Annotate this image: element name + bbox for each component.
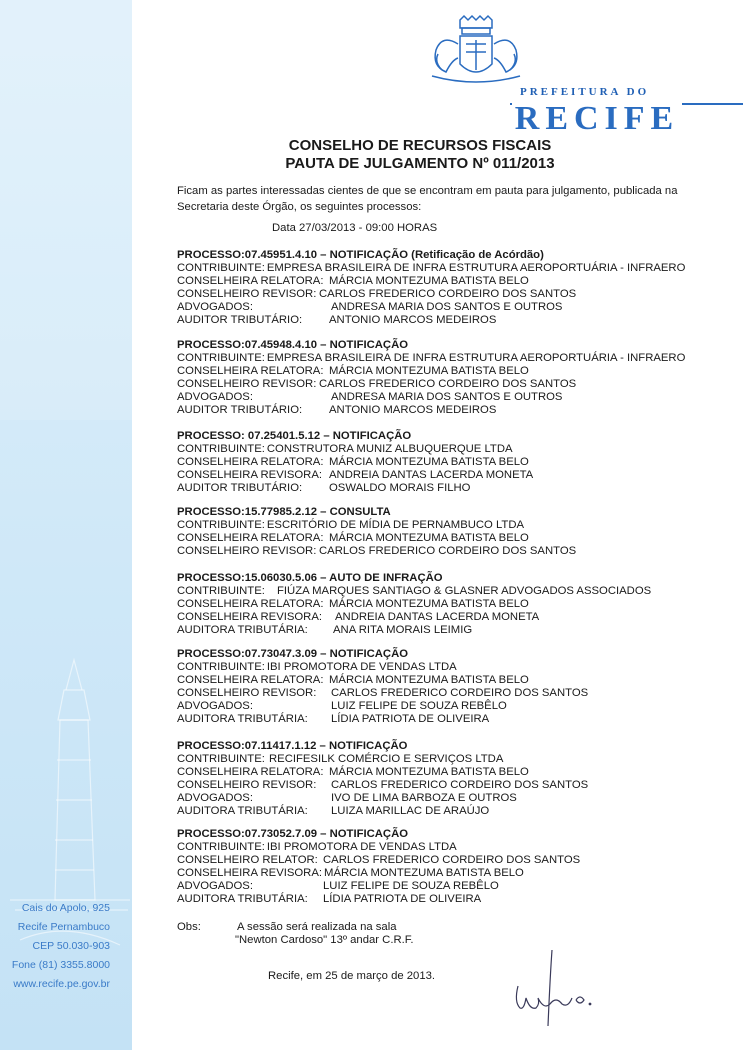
contact-website[interactable]: www.recife.pe.gov.br <box>13 978 110 990</box>
process-line <box>177 661 457 674</box>
process-block <box>177 648 589 726</box>
process-line-value: MÁRCIA MONTEZUMA BATISTA BELO <box>329 532 529 544</box>
process-block <box>177 430 534 495</box>
process-line-label: CONSELHEIRA RELATORA: <box>177 598 324 610</box>
obs-line-2: "Newton Cardoso" 13º andar C.R.F. <box>235 934 414 946</box>
process-line <box>177 598 529 611</box>
process-line <box>177 404 497 417</box>
process-line <box>177 391 563 404</box>
process-block <box>177 339 686 417</box>
process-line-label: AUDITOR TRIBUTÁRIO: <box>177 482 303 494</box>
process-line-label: ADVOGADOS: <box>177 700 253 712</box>
prefeitura-label: PREFEITURA DO <box>520 86 650 98</box>
intro-paragraph: Ficam as partes interessadas cientes de que se encontram em pauta para julgamento, publicada na Secretaria deste Órgão, os seguintes processos: <box>177 185 678 213</box>
process-line <box>177 805 490 818</box>
process-title: PROCESSO:07.45951.4.10 – NOTIFICAÇÃO (Retificação de Acórdão) <box>177 249 544 261</box>
process-line-label: CONTRIBUINTE: <box>177 753 265 765</box>
session-date: Data 27/03/2013 - 09:00 HORAS <box>272 222 438 234</box>
process-line <box>177 674 529 687</box>
process-block <box>177 249 686 327</box>
process-line <box>177 262 686 275</box>
process-line-value: CARLOS FREDERICO CORDEIRO DOS SANTOS <box>319 288 577 300</box>
process-line-value: LUIZA MARILLAC DE ARAÚJO <box>331 805 490 817</box>
process-line <box>177 893 482 906</box>
process-block <box>177 506 577 558</box>
process-line-label: AUDITORA TRIBUTÁRIA: <box>177 805 308 817</box>
process-line <box>177 352 686 365</box>
process-line-label: CONSELHEIRA RELATORA: <box>177 766 324 778</box>
process-line-value: ANTONIO MARCOS MEDEIROS <box>329 314 497 326</box>
process-line-value: MÁRCIA MONTEZUMA BATISTA BELO <box>329 766 529 778</box>
process-line-label: CONSELHEIRA REVISORA: <box>177 611 323 623</box>
process-line-label: CONSELHEIRA RELATORA: <box>177 365 324 377</box>
process-line-value: LUIZ FELIPE DE SOUZA REBÊLO <box>331 700 507 712</box>
process-line-value: ANDRESA MARIA DOS SANTOS E OUTROS <box>331 391 563 403</box>
process-line-value: ANA RITA MORAIS LEIMIG <box>333 624 473 636</box>
process-line <box>177 275 544 288</box>
process-line <box>177 585 652 598</box>
process-line-value: CARLOS FREDERICO CORDEIRO DOS SANTOS <box>319 378 577 390</box>
process-line <box>177 469 534 482</box>
process-line-label: ADVOGADOS: <box>177 792 253 804</box>
process-line-label: CONSELHEIRA RELATORA: <box>177 456 324 468</box>
process-line <box>177 687 589 700</box>
contact-city: Recife Pernambuco <box>17 921 110 933</box>
process-line-label: AUDITORA TRIBUTÁRIA: <box>177 893 308 905</box>
process-line-value: MÁRCIA MONTEZUMA BATISTA BELO <box>329 598 529 610</box>
process-line-value: EMPRESA BRASILEIRA DE INFRA ESTRUTURA AEROPORTUÁRIA - INFRAERO <box>266 262 686 274</box>
process-line <box>177 365 529 378</box>
letterhead <box>132 0 743 140</box>
process-line-value: OSWALDO MORAIS FILHO <box>329 482 471 494</box>
process-line-value: MÁRCIA MONTEZUMA BATISTA BELO <box>324 867 524 879</box>
process-line-value: MÁRCIA MONTEZUMA BATISTA BELO <box>329 674 529 686</box>
process-line-label: CONTRIBUINTE: <box>177 443 265 455</box>
process-line-label: CONSELHEIRO REVISOR: <box>177 545 317 557</box>
process-line <box>177 880 499 893</box>
process-line-value: CONSTRUTORA MUNIZ ALBUQUERQUE LTDA <box>266 443 513 455</box>
observation <box>177 921 414 946</box>
process-line-value: CARLOS FREDERICO CORDEIRO DOS SANTOS <box>331 687 589 699</box>
contact-info <box>12 899 110 994</box>
process-line-label: CONSELHEIRO REVISOR: <box>177 687 317 699</box>
contact-cep: CEP 50.030-903 <box>32 940 110 952</box>
process-line-label: CONTRIBUINTE: <box>177 352 265 364</box>
process-line <box>177 700 507 713</box>
process-line-value: LÍDIA PATRIOTA DE OLIVEIRA <box>331 713 490 725</box>
process-title: PROCESSO:07.73047.3.09 – NOTIFICAÇÃO <box>177 648 409 660</box>
process-block <box>177 740 589 818</box>
process-line-label: CONSELHEIRA RELATORA: <box>177 532 324 544</box>
process-title: PROCESSO:15.06030.5.06 – AUTO DE INFRAÇÃO <box>177 572 443 584</box>
process-line-label: AUDITORA TRIBUTÁRIA: <box>177 624 308 636</box>
process-line <box>177 456 529 469</box>
process-line-value: LÍDIA PATRIOTA DE OLIVEIRA <box>323 893 482 905</box>
process-line-label: CONSELHEIRA RELATORA: <box>177 275 324 287</box>
process-line-value: ESCRITÓRIO DE MÍDIA DE PERNAMBUCO LTDA <box>266 519 525 531</box>
obs-label: Obs: <box>177 921 201 933</box>
process-block <box>177 828 581 906</box>
process-line <box>177 611 540 624</box>
process-line-label: CONSELHEIRO REVISOR: <box>177 779 317 791</box>
process-line-label: CONSELHEIRO REVISOR: <box>177 288 317 300</box>
contact-address: Cais do Apolo, 925 <box>21 902 110 914</box>
process-line <box>177 314 544 327</box>
title-line-1: CONSELHO DE RECURSOS FISCAIS <box>288 137 552 154</box>
process-line-label: CONTRIBUINTE: <box>177 585 265 597</box>
city-coat-of-arms-icon <box>412 14 538 86</box>
process-line-label: CONTRIBUINTE: <box>177 519 265 531</box>
process-line <box>177 301 563 314</box>
process-line-value: FIÚZA MARQUES SANTIAGO & GLASNER ADVOGADOS ASSOCIADOS <box>277 585 652 597</box>
signoff-date: Recife, em 25 de março de 2013. <box>268 970 436 982</box>
process-line <box>177 545 577 558</box>
contact-phone: Fone (81) 3355.8000 <box>11 959 110 971</box>
process-line <box>177 519 525 532</box>
process-line-value: ANDREIA DANTAS LACERDA MONETA <box>335 611 540 623</box>
process-line-value: IBI PROMOTORA DE VENDAS LTDA <box>266 661 457 673</box>
left-sidebar-band <box>0 0 132 1050</box>
process-line-label: AUDITOR TRIBUTÁRIO: <box>177 314 303 326</box>
process-line-value: ANDRESA MARIA DOS SANTOS E OUTROS <box>331 301 563 313</box>
process-line-label: CONTRIBUINTE: <box>177 841 265 853</box>
process-line-value: MÁRCIA MONTEZUMA BATISTA BELO <box>329 275 529 287</box>
process-line <box>177 792 517 805</box>
process-line-value: CARLOS FREDERICO CORDEIRO DOS SANTOS <box>323 854 581 866</box>
process-line-value: IVO DE LIMA BARBOZA E OUTROS <box>331 792 517 804</box>
process-line-label: CONTRIBUINTE: <box>177 661 265 673</box>
city-logo-text: RECIFE <box>512 101 682 137</box>
process-line <box>177 288 577 301</box>
process-line-label: ADVOGADOS: <box>177 880 253 892</box>
process-line-label: CONSELHEIRO REVISOR: <box>177 378 317 390</box>
process-line <box>177 753 504 766</box>
process-line-label: CONSELHEIRA RELATORA: <box>177 674 324 686</box>
process-line <box>177 841 457 854</box>
process-title: PROCESSO:07.45948.4.10 – NOTIFICAÇÃO <box>177 339 409 351</box>
process-line-label: CONSELHEIRA REVISORA: <box>177 867 323 879</box>
obs-line-1: A sessão será realizada na sala <box>237 921 397 933</box>
process-line-label: CONTRIBUINTE: <box>177 262 265 274</box>
process-line <box>177 779 589 792</box>
process-line-value: MÁRCIA MONTEZUMA BATISTA BELO <box>329 456 529 468</box>
process-line <box>177 378 577 391</box>
process-line <box>177 766 529 779</box>
process-line <box>177 867 524 880</box>
process-line-value: CARLOS FREDERICO CORDEIRO DOS SANTOS <box>319 545 577 557</box>
process-line-value: RECIFESILK COMÉRCIO E SERVIÇOS LTDA <box>269 753 504 765</box>
process-line-label: AUDITORA TRIBUTÁRIA: <box>177 713 308 725</box>
process-title: PROCESSO:07.11417.1.12 – NOTIFICAÇÃO <box>177 740 408 752</box>
lighthouse-watermark-icon <box>0 0 132 1050</box>
process-line <box>177 624 473 637</box>
process-line-label: ADVOGADOS: <box>177 391 253 403</box>
process-line-value: LUIZ FELIPE DE SOUZA REBÊLO <box>323 880 499 892</box>
process-line-value: ANTONIO MARCOS MEDEIROS <box>329 404 497 416</box>
process-line-value: EMPRESA BRASILEIRA DE INFRA ESTRUTURA AEROPORTUÁRIA - INFRAERO <box>266 352 686 364</box>
handwritten-signature <box>510 948 600 1028</box>
process-line-label: ADVOGADOS: <box>177 301 253 313</box>
process-line-value: MÁRCIA MONTEZUMA BATISTA BELO <box>329 365 529 377</box>
process-title: PROCESSO:07.73052.7.09 – NOTIFICAÇÃO <box>177 828 409 840</box>
process-line-label: CONSELHEIRA REVISORA: <box>177 469 323 481</box>
process-line-value: CARLOS FREDERICO CORDEIRO DOS SANTOS <box>331 779 589 791</box>
process-line <box>177 713 490 726</box>
process-line-label: AUDITOR TRIBUTÁRIO: <box>177 404 303 416</box>
process-line <box>177 854 581 867</box>
process-title: PROCESSO:15.77985.2.12 – CONSULTA <box>177 506 391 518</box>
process-line-value: IBI PROMOTORA DE VENDAS LTDA <box>266 841 457 853</box>
process-title: PROCESSO: 07.25401.5.12 – NOTIFICAÇÃO <box>177 430 412 442</box>
process-line <box>177 532 529 545</box>
title-line-2: PAUTA DE JULGAMENTO Nº 011/2013 <box>285 155 555 172</box>
process-line-value: ANDREIA DANTAS LACERDA MONETA <box>329 469 534 481</box>
process-line-label: CONSELHEIRO RELATOR: <box>177 854 318 866</box>
process-line <box>177 443 513 456</box>
document-title <box>240 137 600 173</box>
process-line <box>177 482 471 495</box>
process-block <box>177 572 652 637</box>
